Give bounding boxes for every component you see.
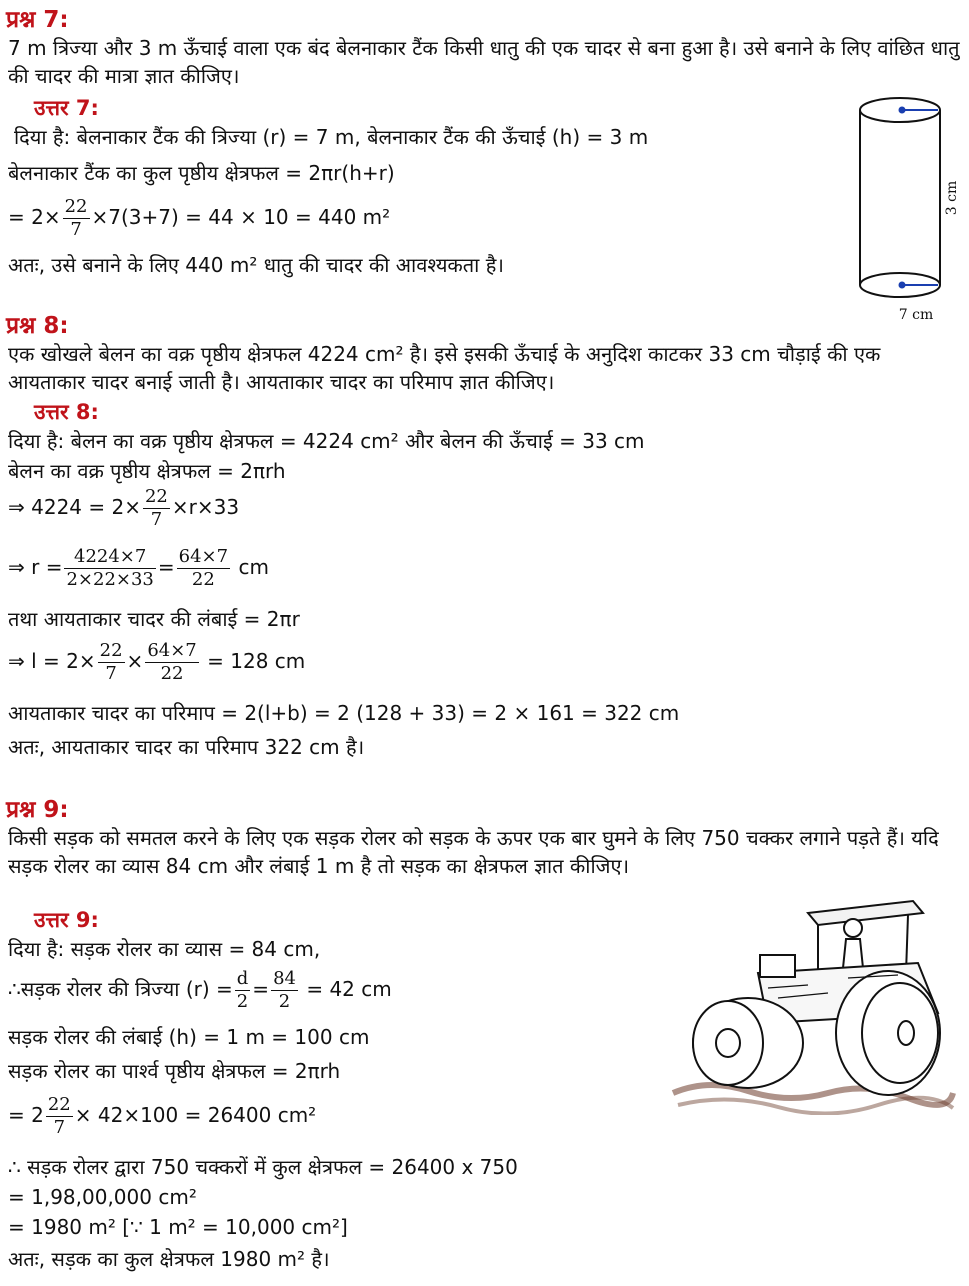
answer-9-length: सड़क रोलर की लंबाई (h) = 1 m = 100 cm (8, 1025, 370, 1049)
answer-7-heading: उत्तर 7: (34, 96, 99, 120)
answer-8-given: दिया है: बेलन का वक्र पृष्ठीय क्षेत्रफल = 4224 cm² और बेलन की ऊँचाई = 33 cm (8, 429, 645, 453)
fraction (46, 1094, 73, 1139)
question-7-text: 7 m त्रिज्या और 3 m ऊँचाई वाला एक बंद बेलनाकार टैंक किसी धातु की एक चादर से बना हुआ है। उसे बनाने के लिए वांछित धातु की चादर की मात्रा ज्ञात कीजिए। (8, 36, 960, 88)
answer-9-conclusion: अतः, सड़क का कुल क्षेत्रफल 1980 m² है। (8, 1247, 330, 1271)
unit: cm (238, 555, 269, 579)
question-8-text: एक खोखले बेलन का वक्र पृष्ठीय क्षेत्रफल 4224 cm² है। इसे इसकी ऊँचाई के अनुदिश काटकर 33 cm चौड़ाई की एक आयताकार चादर बनाई जाती है। आयताकार चादर का परिमाप ज्ञात कीजिए। (8, 342, 881, 394)
answer-8-perimeter: आयताकार चादर का परिमाप = 2(l+b) = 2 (128 + 33) = 2 × 161 = 322 cm (8, 701, 680, 725)
answer-9-heading: उत्तर 9: (34, 908, 99, 932)
numerator: 4224×7 (64, 546, 155, 569)
answer-7-formula: बेलनाकार टैंक का कुल पृष्ठीय क्षेत्रफल = 2πr(h+r) (8, 161, 395, 185)
answer-8-equation-3 (8, 640, 305, 685)
denominator: 2 (236, 991, 249, 1012)
eq-prefix: ⇒ 4224 = 2× (8, 495, 141, 519)
answer-9-total-area: ∴ सड़क रोलर द्वारा 750 चक्करों में कुल क्षेत्रफल = 26400 x 750 (8, 1155, 518, 1179)
answer-9-step-2: = 1980 m² [∵ 1 m² = 10,000 cm²] (8, 1215, 348, 1239)
numerator: 64×7 (178, 546, 229, 567)
calc-suffix: × 42×100 = 26400 cm² (74, 1103, 317, 1127)
result: = 42 cm (306, 977, 392, 1001)
radius-label: 7 cm (898, 307, 934, 323)
eq-prefix: ⇒ r = (8, 555, 63, 579)
numerator: 22 (47, 1094, 71, 1115)
answer-9-radius (8, 968, 392, 1013)
result: = 128 cm (207, 649, 306, 673)
eq-suffix: ×r×33 (171, 495, 240, 519)
answer-8-conclusion: अतः, आयताकार चादर का परिमाप 322 cm है। (8, 735, 365, 759)
question-9-heading: प्रश्न 9: (6, 797, 69, 823)
numerator: 22 (64, 196, 88, 217)
numerator: 22 (99, 640, 123, 661)
road-roller-illustration (668, 893, 958, 1115)
answer-9-step-1: = 1,98,00,000 cm² (8, 1185, 197, 1209)
answer-9-given: दिया है: सड़क रोलर का व्यास = 84 cm, (8, 937, 321, 961)
answer-7-calculation (8, 196, 390, 241)
eq-prefix: ∴सड़क रोलर की त्रिज्या (r) = (8, 977, 233, 1001)
fraction-2 (145, 640, 198, 685)
fraction-1 (235, 968, 251, 1013)
calc-prefix: = 2 (8, 1103, 44, 1127)
denominator: 22 (191, 569, 215, 590)
answer-8-heading: उत्तर 8: (34, 400, 99, 424)
fraction-1 (98, 640, 125, 685)
fraction (63, 196, 90, 241)
equals: = (157, 555, 175, 579)
answer-8-equation-2 (8, 546, 269, 591)
answer-9-calculation (8, 1094, 316, 1139)
question-8-heading: प्रश्न 8: (6, 313, 69, 339)
answer-7-conclusion: अतः, उसे बनाने के लिए 440 m² धातु की चादर की आवश्यकता है। (8, 253, 504, 277)
denominator: 7 (105, 663, 117, 684)
fraction-2 (177, 546, 230, 591)
answer-9-formula: सड़क रोलर का पार्श्व पृष्ठीय क्षेत्रफल = 2πrh (8, 1059, 341, 1083)
cylinder-figure (852, 90, 967, 325)
numerator: d (236, 968, 249, 989)
question-9-text: किसी सड़क को समतल करने के लिए एक सड़क रोलर को सड़क के ऊपर एक बार घुमने के लिए 750 चक्कर लगाने पड़ते हैं। यदि सड़क रोलर का व्यास 84 cm और लंबाई 1 m है तो सड़क का क्षेत्रफल ज्ञात कीजिए। (8, 826, 939, 878)
numerator: 22 (144, 486, 168, 507)
denominator: 2×22×33 (66, 569, 154, 590)
eq-prefix: ⇒ l = 2× (8, 649, 96, 673)
equals: = (252, 977, 270, 1001)
denominator: 7 (150, 509, 163, 530)
denominator: 22 (160, 663, 184, 684)
numerator: 64×7 (147, 640, 197, 661)
fraction-1 (64, 546, 155, 591)
calc-suffix: ×7(3+7) = 44 × 10 = 440 m² (91, 205, 391, 229)
answer-8-equation-1 (8, 486, 239, 531)
answer-7-given: दिया है: बेलनाकार टैंक की त्रिज्या (r) = 7 m, बेलनाकार टैंक की ऊँचाई (h) = 3 m (14, 125, 649, 149)
fraction-2 (271, 968, 298, 1013)
height-label: 3 cm (944, 180, 960, 216)
denominator: 7 (70, 219, 82, 240)
numerator: 84 (273, 968, 296, 989)
fraction (143, 486, 170, 531)
question-7-heading: प्रश्न 7: (6, 7, 69, 33)
calc-prefix: = 2× (8, 205, 61, 229)
denominator: 2 (278, 991, 291, 1012)
denominator: 7 (53, 1117, 66, 1138)
times: × (126, 649, 144, 673)
answer-8-length: तथा आयताकार चादर की लंबाई = 2πr (8, 607, 300, 631)
answer-8-formula: बेलन का वक्र पृष्ठीय क्षेत्रफल = 2πrh (8, 459, 286, 483)
